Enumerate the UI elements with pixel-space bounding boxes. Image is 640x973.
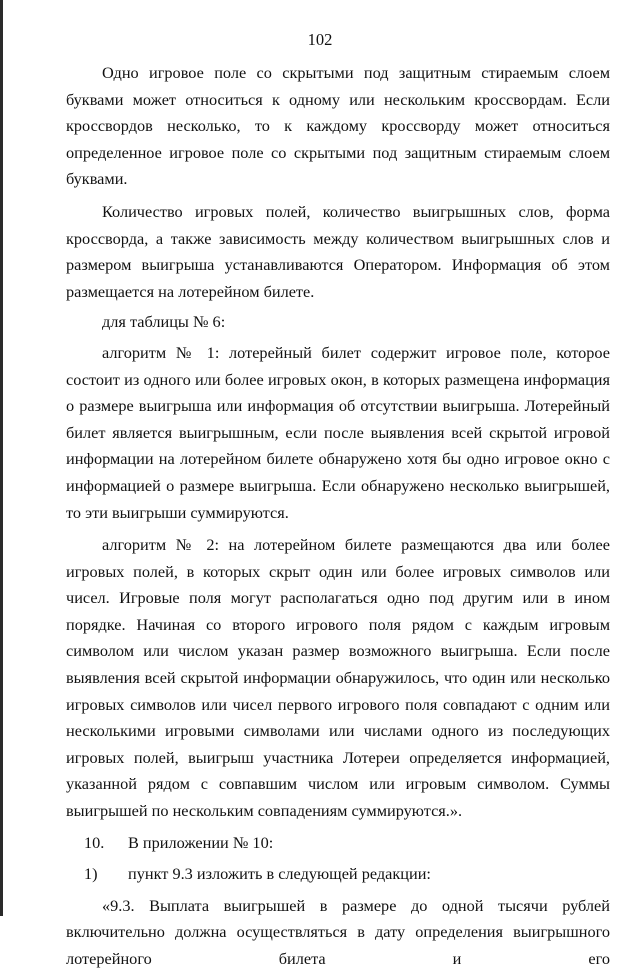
list-item-appendix-10 xyxy=(66,830,610,857)
list-item-text: пункт 9.3 изложить в следующей редакции: xyxy=(128,864,431,884)
paragraph-point-9-3-text: «9.3. Выплата выигрышей в размере до одной тысячи рублей включительно должна осуществляться в дату определения выигрышного лотерейного билета и его xyxy=(66,895,610,968)
paragraph-crossword-fields: Одно игровое поле со скрытыми под защитным стираемым слоем буквами может относиться к одному или нескольким кроссвордам. Если кроссвордов несколько, то к каждому кроссворду может относиться определенное игровое поле со скрытыми под защитным стираемым слоем буквами. xyxy=(66,63,610,189)
list-item-text: В приложении № 10: xyxy=(128,832,274,852)
list-item-number: 10. xyxy=(84,832,105,852)
paragraph-algorithm-1: алгоритм № 1: лотерейный билет содержит игровое поле, которое состоит из одного или более игровых окон, в которых размещена информация о размере выигрыша или информация об отсутствии выигрыша. Лотерейный билет является выигрышным, если после выявления всей скрытой игровой информации на лотерейном билете обнаружено хотя бы одно игровое окно с информацией о размере выигрыша. Если обнаружено несколько выигрышей, то эти выигрыши суммируются. xyxy=(66,342,610,522)
page-number: 102 xyxy=(307,30,333,49)
paragraph-table-6-heading: для таблицы № 6: xyxy=(102,312,226,332)
list-item-point-9-3 xyxy=(66,861,610,888)
scan-edge xyxy=(0,0,3,916)
paragraph-crossword-settings: Количество игровых полей, количество выигрышных слов, форма кроссворда, а также зависимость между количеством выигрышных слов и размером выигрыша устанавливаются Оператором. Информация об этом размещается на лотерейном билете. xyxy=(66,201,610,301)
list-item-number: 1) xyxy=(84,864,98,884)
document-body xyxy=(66,60,610,973)
paragraph-algorithm-2: алгоритм № 2: на лотерейном билете размещаются два или более игровых полей, в которых скрыт один или более игровых символов или чисел. Игровые поля могут располагаться одно под другим или в ином порядке. Начиная со второго игрового поля рядом с каждым игровым символом или числом указан размер возможного выигрыша. Если после выявления всей скрытой информации обнаружилось, что один или несколько игровых символов или чисел первого игрового поля совпадают с одним или несколькими игровыми символами или числами одного из последующих игровых полей, выигрыш участника Лотереи определяется информацией, указанной рядом с совпавшим числом или игровым символом. Суммы выигрышей по нескольким совпадениям суммируются.». xyxy=(66,535,610,821)
